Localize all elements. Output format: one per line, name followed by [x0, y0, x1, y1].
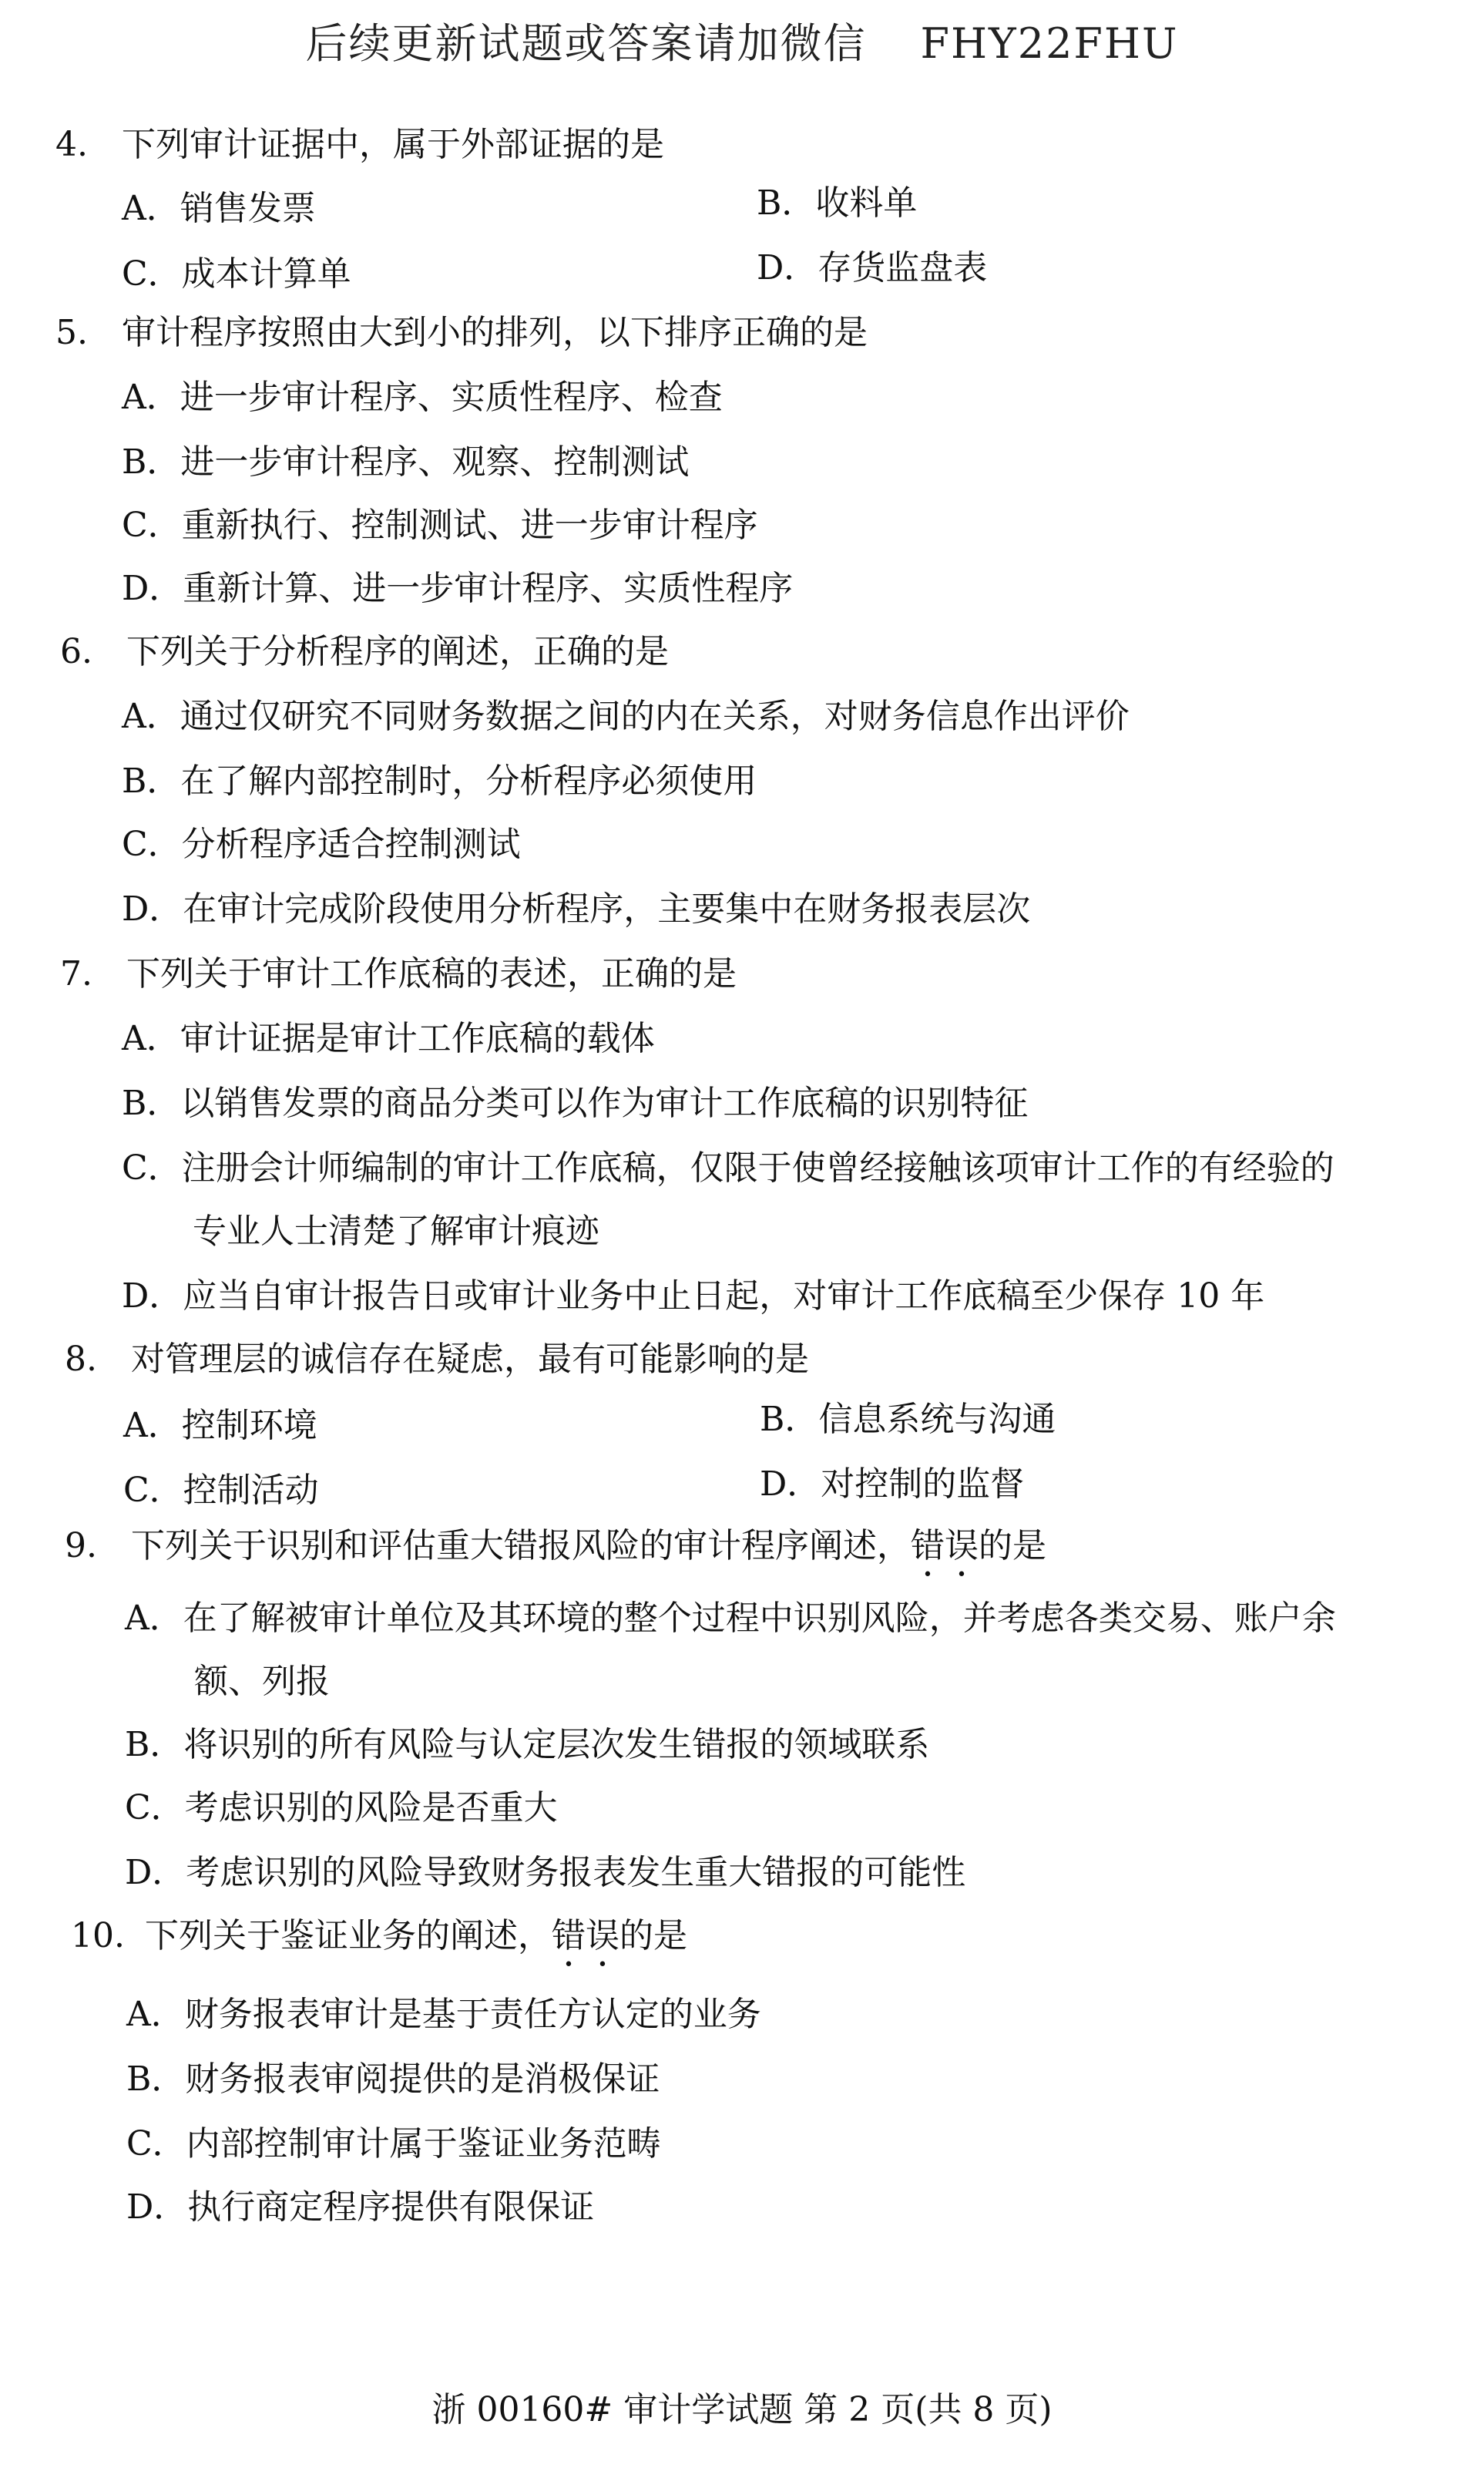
question-text: 下列关于审计工作底稿的表述，正确的是: [126, 954, 737, 994]
q5-option-c: C．重新执行、控制测试、进一步审计程序: [122, 506, 758, 545]
question-text: 对管理层的诚信存在疑虑，最有可能影响的是: [131, 1340, 809, 1379]
question-number: 5.: [55, 313, 88, 352]
q10-option-d: D．执行商定程序提供有限保证: [126, 2187, 595, 2227]
q4-option-b: B．收料单: [757, 183, 918, 223]
q6-option-d: D．在审计完成阶段使用分析程序，主要集中在财务报表层次: [122, 889, 1031, 929]
question-10-stem: [71, 1915, 687, 1975]
question-number: 8.: [65, 1340, 97, 1379]
question-9-stem: [65, 1525, 1046, 1585]
q4-option-a: A．销售发票: [122, 189, 316, 228]
q7-option-b: B．以销售发票的商品分类可以作为审计工作底稿的识别特征: [122, 1084, 1029, 1123]
question-6-stem: [60, 630, 669, 674]
question-number: 6.: [60, 632, 92, 671]
question-text: 下列关于识别和评估重大错报风险的审计程序阐述，: [131, 1526, 911, 1565]
q7-option-c: C．注册会计师编制的审计工作底稿，仅限于使曾经接触该项审计工作的有经验的: [122, 1148, 1335, 1188]
q9-option-b: B．将识别的所有风险与认定层次发生错报的领域联系: [125, 1725, 930, 1764]
q5-option-a: A．进一步审计程序、实质性程序、检查: [122, 378, 723, 417]
q9-option-a-continuation: 额、列报: [194, 1662, 330, 1701]
question-number: 7.: [60, 954, 92, 994]
q4-option-d: D．存货监盘表: [757, 248, 988, 287]
question-emphasis: 错误: [911, 1526, 979, 1565]
q9-option-d: D．考虑识别的风险导致财务报表发生重大错报的可能性: [125, 1853, 966, 1892]
question-number: 4.: [55, 125, 88, 164]
question-text-end: 的是: [619, 1916, 687, 1955]
header-code: FHY22FHU: [920, 19, 1179, 68]
q6-option-c: C．分析程序适合控制测试: [122, 825, 521, 864]
question-number: 10.: [71, 1916, 125, 1955]
q8-option-d: D．对控制的监督: [760, 1464, 1025, 1504]
q10-option-c: C．内部控制审计属于鉴证业务范畴: [126, 2124, 661, 2164]
question-4-stem: [55, 123, 664, 166]
q5-option-d: D．重新计算、进一步审计程序、实质性程序: [122, 569, 794, 608]
page-header: [0, 11, 1484, 70]
q9-option-a: A．在了解被审计单位及其环境的整个过程中识别风险，并考虑各类交易、账户余: [125, 1599, 1336, 1638]
question-text: 下列审计证据中，属于外部证据的是: [122, 125, 664, 164]
q6-option-a: A．通过仅研究不同财务数据之间的内在关系，对财务信息作出评价: [122, 697, 1130, 736]
page-footer: 浙 00160# 审计学试题 第 2 页(共 8 页): [431, 2390, 1053, 2429]
q9-option-c: C．考虑识别的风险是否重大: [125, 1788, 558, 1827]
question-7-stem: [60, 953, 737, 996]
q4-option-c: C．成本计算单: [122, 254, 351, 294]
q7-option-a: A．审计证据是审计工作底稿的载体: [122, 1019, 655, 1058]
q5-option-b: B．进一步审计程序、观察、控制测试: [122, 442, 690, 482]
q7-option-d: D．应当自审计报告日或审计业务中止日起，对审计工作底稿至少保存 10 年: [122, 1276, 1265, 1316]
q10-option-b: B．财务报表审阅提供的是消极保证: [126, 2059, 660, 2099]
q8-option-b: B．信息系统与沟通: [760, 1400, 1056, 1439]
q10-option-a: A．财务报表审计是基于责任方认定的业务: [126, 1995, 761, 2034]
q8-option-a: A．控制环境: [123, 1406, 317, 1445]
question-5-stem: [55, 311, 868, 355]
header-text: 后续更新试题或答案请加微信: [305, 19, 867, 68]
question-number: 9.: [65, 1526, 97, 1565]
question-text: 下列关于分析程序的阐述，正确的是: [126, 632, 669, 671]
question-emphasis: 错误: [552, 1916, 619, 1955]
question-8-stem: [65, 1338, 809, 1381]
question-text-end: 的是: [979, 1526, 1046, 1565]
q8-option-c: C．控制活动: [123, 1471, 319, 1510]
question-text: 审计程序按照由大到小的排列，以下排序正确的是: [122, 313, 868, 352]
q7-option-c-continuation: 专业人士清楚了解审计痕迹: [193, 1212, 599, 1251]
q6-option-b: B．在了解内部控制时，分析程序必须使用: [122, 762, 757, 801]
question-text: 下列关于鉴证业务的阐述，: [145, 1916, 552, 1955]
